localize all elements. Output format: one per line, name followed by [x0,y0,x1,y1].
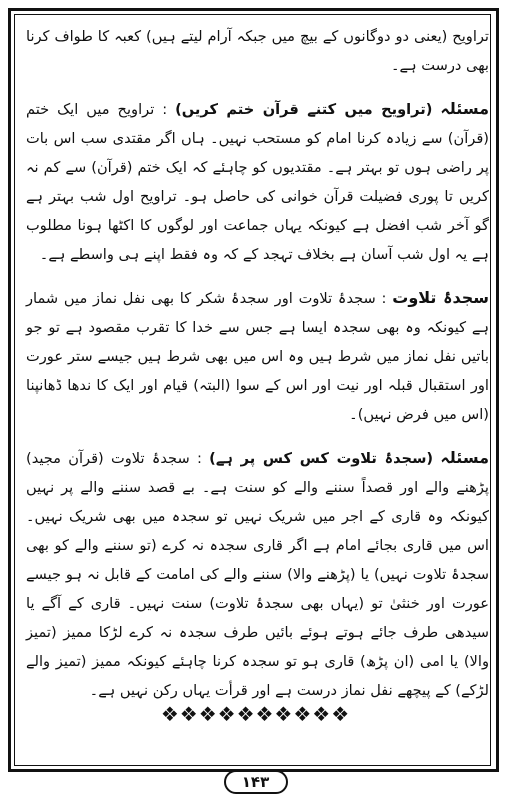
section-title: (تراویح میں کتنے قرآن ختم کریں) [175,101,433,118]
page-number-badge [0,770,511,794]
ornament-divider: ❖❖❖❖❖❖❖❖❖❖ [160,702,351,726]
paragraph-text: : تراویح میں ایک ختم (قرآن) سے زیادہ کرنا امام کو مستحب نہیں۔ ہاں اگر مقتدی سب اس بات پر راضی ہوں تو بہتر ہے۔ مقتدیوں کو چاہئے کہ ایک ختم (قرآن) سے کم نہ کریں تا پوری فضیلت قرآن خوانی کی حاصل ہو۔ تراویح اول شب بہتر ہے گو آخر شب افضل ہے کیونکہ یہاں جماعت اور لوگوں کا اکٹھا ہونا مطلوب ہے یہ اول شب آسان ہے بخلاف تہجد کے کہ وہ فقط اپنے ہی واسطے ہے۔ [26,101,489,263]
paragraph-masala-sajda [26,443,489,705]
paragraph-sajda-tilawat [26,283,489,429]
paragraph-tarawih-tawaf [26,22,489,80]
page-content [26,22,489,713]
paragraph-text: تراویح (یعنی دو دوگانوں کے بیچ میں جبکہ آرام لیتے ہیں) کعبہ کا طواف کرنا بھی درست ہے۔ [26,28,489,74]
section-heading: مسئلہ [440,448,490,467]
section-title: (سجدۂ تلاوت کس کس پر ہے) [209,450,434,467]
page-number: ۱۴۳ [224,770,288,794]
paragraph-text: : سجدۂ تلاوت (قرآن مجید) پڑھنے والے اور قصداً سننے والے کو سنت ہے۔ بے قصد سننے والے پر نہیں کیونکہ وہ قاری کے اجر میں شریک نہیں تو سجدہ میں بھی شریک نہیں۔ اس میں قاری بجائے امام ہے اگر قاری سجدہ نہ کرے (تو سننے والے کو بھی سجدۂ تلاوت نہیں) یا (پڑھنے والا) سننے والے کی امامت کے قابل نہ ہو جیسے عورت اور خنثیٰ تو (یہاں بھی سجدۂ تلاوت) سنت نہیں۔ قاری کے آگے یا سیدھی طرف جائے ہوتے ہوئے بائیں طرف سجدہ نہ کرے لڑکا ممیز (تمیز والا) یا امی (ان پڑھ) قاری ہو تو سجدہ کرنا چاہئے کیونکہ ممیز (تمیز والے لڑکے) کے پیچھے نفل نماز درست ہے اور قرأت یہاں رکن نہیں ہے۔ [26,450,489,699]
paragraph-masala-khatm [26,94,489,269]
section-heading: مسئلہ [440,99,489,118]
section-heading: سجدۂ تلاوت [392,288,489,307]
paragraph-text: : سجدۂ تلاوت اور سجدۂ شکر کا بھی نفل نماز میں شمار ہے کیونکہ وہ بھی سجدہ ایسا ہے جس سے خدا کا تقرب مقصود ہے تو جو باتیں نفل نماز میں شرط ہیں وہ اس میں بھی شرط ہیں جیسے ستر عورت اور استقبال قبلہ اور نیت اور اس کے سوا (البتہ) قیام اور ایک کا ندھا ڈھانپنا (اس میں فرض نہیں)۔ [26,290,489,423]
